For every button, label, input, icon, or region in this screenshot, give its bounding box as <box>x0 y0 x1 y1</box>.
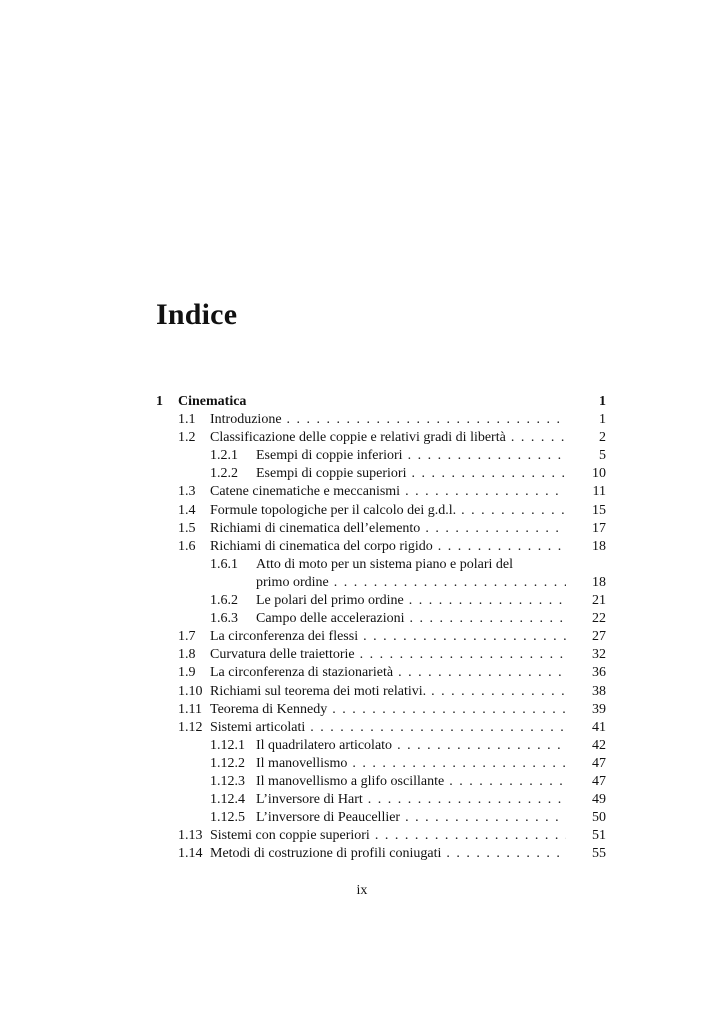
toc-entry-page: 15 <box>592 502 606 518</box>
toc-entry-number: 1.6.1 <box>210 556 238 572</box>
toc-entry-title: Formule topologiche per il calcolo dei g.d.l. . . . <box>210 502 566 520</box>
toc-entry-title: La circonferenza di stazionarietà . . . <box>210 664 566 682</box>
toc-section-entry[interactable] <box>156 845 606 863</box>
toc-entry-number: 1.10 <box>178 683 203 699</box>
toc-entry-number: 1.12 <box>178 719 203 735</box>
toc-entry-number: 1.5 <box>178 520 196 536</box>
toc-entry-title: Richiami di cinematica dell’elemento . . . <box>210 520 566 538</box>
toc-entry-title: Curvatura delle traiettorie . . . <box>210 646 566 664</box>
toc-entry-title: primo ordine . . . <box>256 574 566 592</box>
toc-entry-number: 1.12.3 <box>210 773 245 789</box>
toc-entry-title: Cinematica <box>178 394 247 409</box>
toc-subsection-entry[interactable] <box>156 556 606 574</box>
toc-entry-page: 32 <box>592 647 606 663</box>
toc-entry-title: Catene cinematiche e meccanismi . . . <box>210 483 566 501</box>
toc-section-entry[interactable] <box>156 429 606 447</box>
toc-entry-number: 1.2.2 <box>210 466 238 482</box>
toc-entry-page: 39 <box>592 701 606 717</box>
toc-entry-page: 47 <box>592 755 606 771</box>
toc-entry-page: 17 <box>592 520 606 536</box>
toc-subsection-entry[interactable] <box>156 592 606 610</box>
toc-section-entry[interactable] <box>156 483 606 501</box>
toc-entry-page: 1 <box>599 412 606 428</box>
toc-entry-number: 1.14 <box>178 846 203 862</box>
toc-section-entry[interactable] <box>156 719 606 737</box>
toc-entry-title: Richiami di cinematica del corpo rigido . . . <box>210 538 566 556</box>
toc-entry-number: 1.6.2 <box>210 593 238 609</box>
toc-entry-title: Metodi di costruzione di profili coniugati . . . <box>210 845 566 863</box>
toc-entry-page: 42 <box>592 737 606 753</box>
toc-subsection-entry[interactable] <box>156 574 606 592</box>
toc-subsection-entry[interactable] <box>156 773 606 791</box>
toc-section-entry[interactable] <box>156 664 606 682</box>
toc-entry-title: Teorema di Kennedy . . . <box>210 701 566 719</box>
toc-entry-page: 11 <box>592 484 606 500</box>
toc-entry-number: 1.9 <box>178 665 196 681</box>
toc-entry-title: Le polari del primo ordine . . . <box>256 592 566 610</box>
toc-entry-title: L’inversore di Peaucellier . . . <box>256 809 566 827</box>
toc-subsection-entry[interactable] <box>156 809 606 827</box>
toc-subsection-entry[interactable] <box>156 447 606 465</box>
toc-entry-page: 21 <box>592 593 606 609</box>
toc-entry-number: 1.6.3 <box>210 611 238 627</box>
toc-subsection-entry[interactable] <box>156 610 606 628</box>
toc-entry-number: 1.2 <box>178 430 196 446</box>
toc-entry-page: 38 <box>592 683 606 699</box>
toc-entry-title: Il manovellismo a glifo oscillante . . . <box>256 773 566 791</box>
toc-entry-title: Campo delle accelerazioni . . . <box>256 610 566 628</box>
toc-entry-number: 1.1 <box>178 412 196 428</box>
toc-section-entry[interactable] <box>156 701 606 719</box>
page-number: ix <box>356 883 368 898</box>
toc-entry-title: Introduzione . . . <box>210 411 566 429</box>
toc-entry-number: 1.12.1 <box>210 737 245 753</box>
toc-entry-page: 47 <box>592 773 606 789</box>
toc-entry-title: Atto di moto per un sistema piano e polari del <box>256 556 514 572</box>
toc-entry-page: 51 <box>592 828 606 844</box>
toc-entry-title: Esempi di coppie superiori . . . <box>256 465 566 483</box>
toc-entry-title: Sistemi articolati . . . <box>210 719 566 737</box>
toc-entry-number: 1 <box>156 394 163 409</box>
toc-entry-number: 1.7 <box>178 629 196 645</box>
toc-entry-title: L’inversore di Hart . . . <box>256 791 566 809</box>
toc-entry-title: Il quadrilatero articolato . . . <box>256 737 566 755</box>
toc-section-entry[interactable] <box>156 646 606 664</box>
toc-entry-number: 1.12.2 <box>210 755 245 771</box>
toc-entry-number: 1.12.4 <box>210 792 245 808</box>
toc-subsection-entry[interactable] <box>156 737 606 755</box>
toc-entry-page: 10 <box>592 466 606 482</box>
toc-entry-number: 1.6 <box>178 538 196 554</box>
toc-subsection-entry[interactable] <box>156 755 606 773</box>
toc-subsection-entry[interactable] <box>156 465 606 483</box>
page-title: Indice <box>156 298 238 331</box>
toc-entry-title: Sistemi con coppie superiori . . . <box>210 827 566 845</box>
toc-section-entry[interactable] <box>156 411 606 429</box>
toc-entry-page: 18 <box>592 538 606 554</box>
toc-entry-page: 55 <box>592 846 606 862</box>
table-of-contents <box>156 393 606 863</box>
toc-section-entry[interactable] <box>156 827 606 845</box>
toc-chapter-entry[interactable] <box>156 393 606 411</box>
toc-section-entry[interactable] <box>156 502 606 520</box>
toc-entry-number: 1.4 <box>178 502 196 518</box>
toc-entry-number: 1.3 <box>178 484 196 500</box>
toc-entry-number: 1.2.1 <box>210 448 238 464</box>
toc-entry-title: Classificazione delle coppie e relativi gradi di libertà . . . <box>210 429 566 447</box>
toc-section-entry[interactable] <box>156 538 606 556</box>
toc-entry-title: La circonferenza dei flessi . . . <box>210 628 566 646</box>
toc-subsection-entry[interactable] <box>156 791 606 809</box>
toc-entry-number: 1.11 <box>178 701 202 717</box>
toc-entry-page: 50 <box>592 810 606 826</box>
toc-section-entry[interactable] <box>156 520 606 538</box>
toc-entry-number: 1.13 <box>178 828 203 844</box>
toc-entry-page: 22 <box>592 611 606 627</box>
toc-entry-page: 5 <box>599 448 606 464</box>
toc-entry-title: Esempi di coppie inferiori . . . <box>256 447 566 465</box>
toc-entry-number: 1.12.5 <box>210 810 245 826</box>
toc-entry-title: Richiami sul teorema dei moti relativi. . . . <box>210 683 566 701</box>
toc-entry-page: 49 <box>592 792 606 808</box>
toc-section-entry[interactable] <box>156 628 606 646</box>
toc-entry-number: 1.8 <box>178 647 196 663</box>
toc-entry-page: 36 <box>592 665 606 681</box>
toc-entry-page: 27 <box>592 629 606 645</box>
toc-entry-page: 41 <box>592 719 606 735</box>
toc-entry-title: Il manovellismo . . . <box>256 755 566 773</box>
toc-entry-page: 1 <box>599 394 606 409</box>
toc-entry-page: 18 <box>592 574 606 590</box>
toc-section-entry[interactable] <box>156 683 606 701</box>
toc-entry-page: 2 <box>599 430 606 446</box>
